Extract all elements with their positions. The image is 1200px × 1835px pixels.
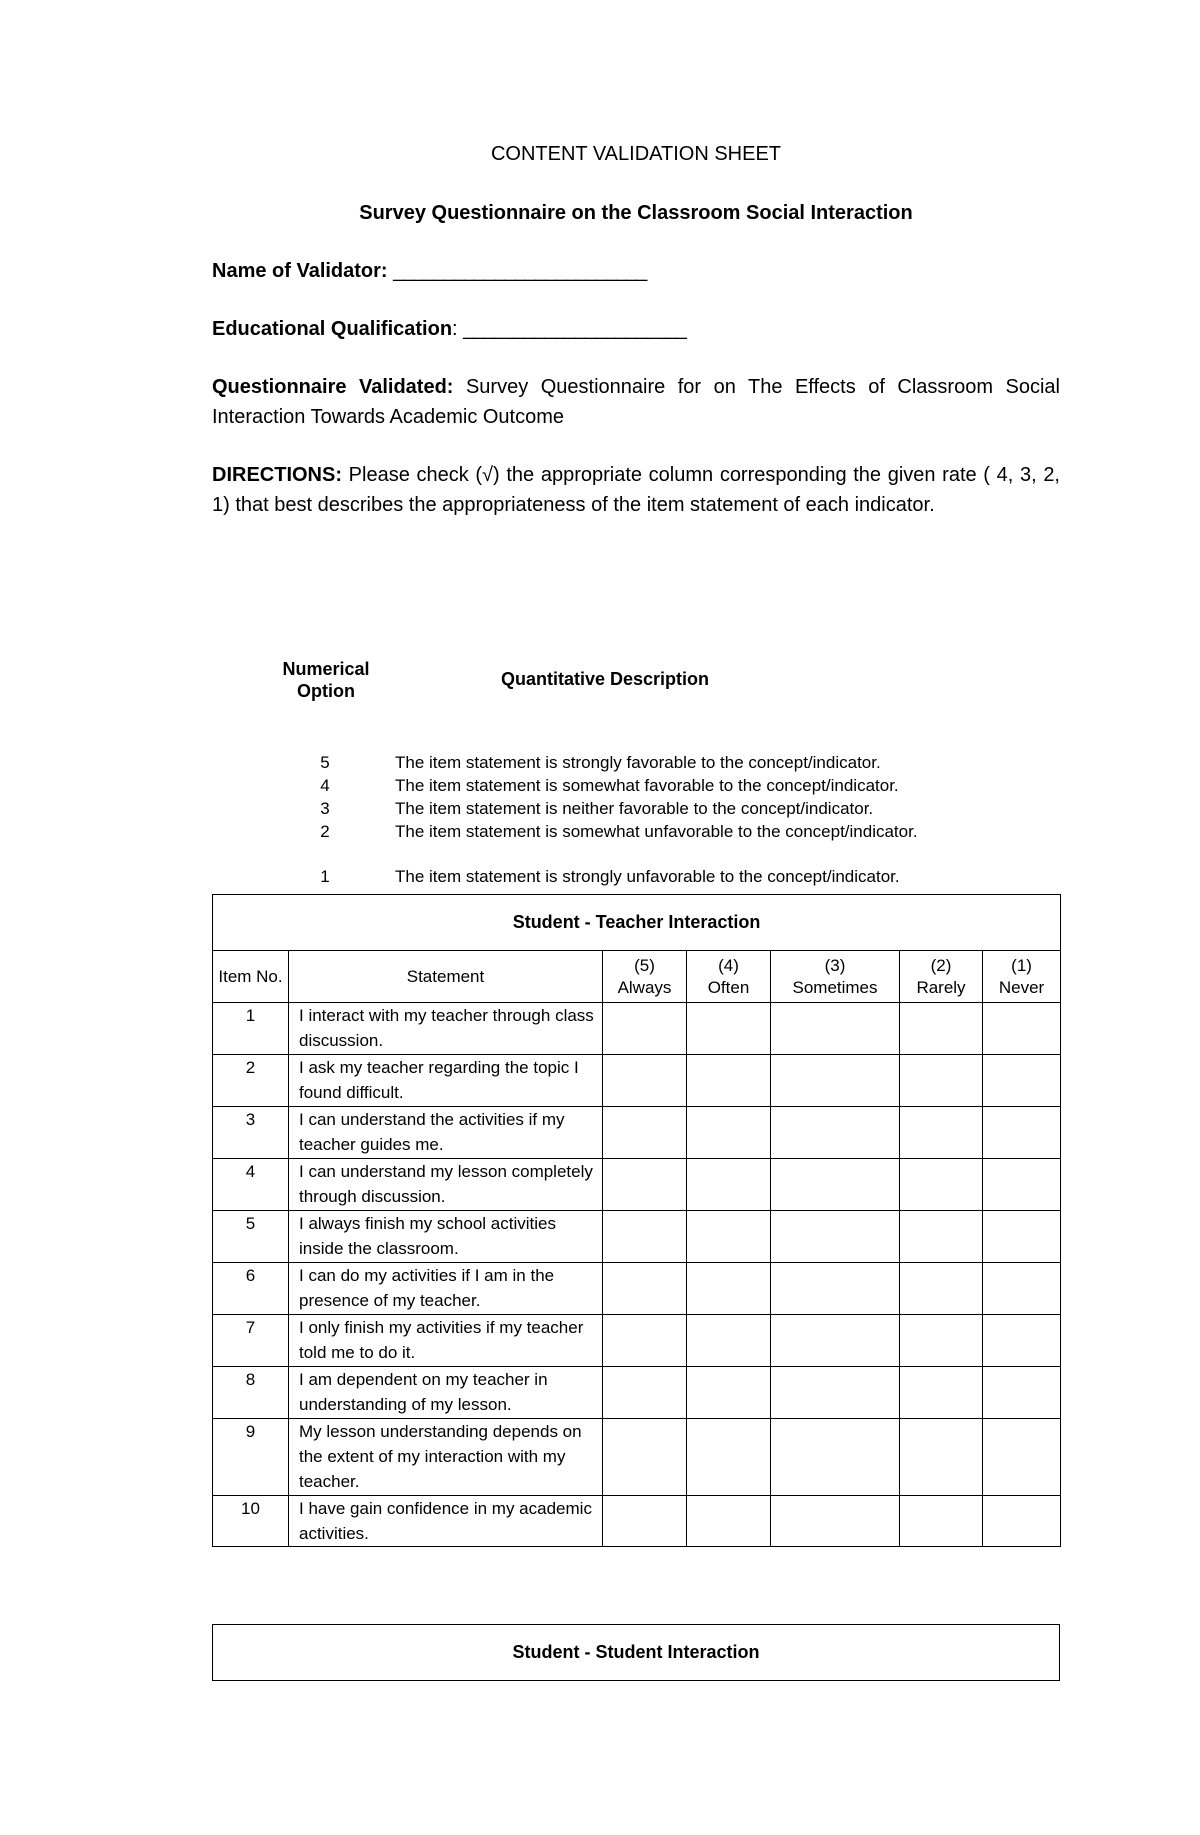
table-row	[213, 1496, 1061, 1547]
item-statement: I am dependent on my teacher in understanding of my lesson.	[289, 1367, 603, 1419]
rating-cell-never[interactable]	[983, 1211, 1061, 1263]
rating-cell-always[interactable]	[603, 1055, 687, 1107]
rating-cell-rarely[interactable]	[900, 1367, 983, 1419]
item-statement: I can understand my lesson completely through discussion.	[289, 1159, 603, 1211]
table-row	[213, 1263, 1061, 1315]
quantitative-description-header: Quantitative Description	[500, 669, 710, 689]
item-number: 9	[213, 1419, 289, 1496]
rating-cell-sometimes[interactable]	[771, 1496, 900, 1547]
scale-value: 1	[320, 867, 330, 886]
rating-cell-rarely[interactable]	[900, 1315, 983, 1367]
rating-cell-sometimes[interactable]	[771, 1055, 900, 1107]
item-statement: I can understand the activities if my teacher guides me.	[289, 1107, 603, 1159]
rarely-header	[900, 951, 983, 1003]
scale-value: 5	[320, 753, 330, 772]
item-statement: My lesson understanding depends on the extent of my interaction with my teacher.	[289, 1419, 603, 1496]
rating-cell-sometimes[interactable]	[771, 1263, 900, 1315]
scale-description: The item statement is somewhat unfavorable to the concept/indicator.	[395, 822, 918, 841]
rating-cell-rarely[interactable]	[900, 1419, 983, 1496]
item-number: 7	[213, 1315, 289, 1367]
rating-label: Sometimes	[792, 977, 878, 997]
rating-cell-never[interactable]	[983, 1159, 1061, 1211]
rating-cell-often[interactable]	[687, 1107, 771, 1159]
directions-text: Please check (√) the appropriate column corresponding the given rate ( 4, 3, 2, 1) that best describes the appropriateness of the item statement of each indicator.	[212, 464, 1060, 516]
rating-cell-always[interactable]	[603, 1107, 687, 1159]
rating-cell-often[interactable]	[687, 1159, 771, 1211]
student-teacher-table	[212, 894, 1061, 1547]
student-student-table	[212, 1624, 1060, 1681]
rating-cell-often[interactable]	[687, 1263, 771, 1315]
questionnaire-paragraph	[212, 372, 1060, 432]
table-row	[213, 1367, 1061, 1419]
validator-blank: _________________________	[393, 260, 647, 282]
rating-cell-rarely[interactable]	[900, 1159, 983, 1211]
scale-value: 2	[320, 822, 330, 841]
rating-cell-never[interactable]	[983, 1496, 1061, 1547]
table-row	[213, 1055, 1061, 1107]
directions-paragraph	[212, 460, 1060, 520]
questionnaire-label: Questionnaire Validated:	[212, 376, 454, 398]
often-header	[687, 951, 771, 1003]
rating-cell-sometimes[interactable]	[771, 1211, 900, 1263]
item-number: 5	[213, 1211, 289, 1263]
rating-cell-always[interactable]	[603, 1211, 687, 1263]
rating-cell-always[interactable]	[603, 1367, 687, 1419]
qualification-label: Educational Qualification	[212, 318, 453, 340]
rating-cell-always[interactable]	[603, 1419, 687, 1496]
item-number: 3	[213, 1107, 289, 1159]
rating-cell-often[interactable]	[687, 1367, 771, 1419]
rating-label: Always	[617, 977, 672, 997]
item-statement: I only finish my activities if my teacher told me to do it.	[289, 1315, 603, 1367]
rating-label: Never	[998, 977, 1045, 997]
rating-cell-often[interactable]	[687, 1003, 771, 1055]
rating-cell-never[interactable]	[983, 1003, 1061, 1055]
rating-cell-always[interactable]	[603, 1496, 687, 1547]
rating-number: (5)	[634, 955, 655, 975]
never-header	[983, 951, 1061, 1003]
rating-number: (2)	[930, 955, 952, 975]
table-row	[213, 1419, 1061, 1496]
table-row	[213, 1003, 1061, 1055]
item-statement: I always finish my school activities inside the classroom.	[289, 1211, 603, 1263]
rating-cell-never[interactable]	[983, 1107, 1061, 1159]
qualification-blank: ______________________	[463, 318, 686, 340]
item-number: 4	[213, 1159, 289, 1211]
always-header	[603, 951, 687, 1003]
item-number: 6	[213, 1263, 289, 1315]
item-statement: I ask my teacher regarding the topic I found difficult.	[289, 1055, 603, 1107]
rating-cell-always[interactable]	[603, 1003, 687, 1055]
scale-description: The item statement is somewhat favorable to the concept/indicator.	[395, 776, 899, 795]
rating-number: (1)	[1011, 955, 1032, 975]
rating-cell-never[interactable]	[983, 1315, 1061, 1367]
qualification-line	[212, 314, 1060, 344]
table-row	[213, 1107, 1061, 1159]
rating-cell-often[interactable]	[687, 1211, 771, 1263]
rating-cell-rarely[interactable]	[900, 1107, 983, 1159]
rating-cell-sometimes[interactable]	[771, 1419, 900, 1496]
rating-number: (4)	[718, 955, 739, 975]
questionnaire-text: Survey Questionnaire for on The Effects of Classroom Social Interaction Towards Academic Outcome	[212, 376, 1060, 428]
rating-cell-rarely[interactable]	[900, 1055, 983, 1107]
scale-value: 3	[320, 799, 330, 818]
item-no-header: Item No.	[213, 951, 289, 1003]
rating-cell-never[interactable]	[983, 1263, 1061, 1315]
rating-cell-rarely[interactable]	[900, 1003, 983, 1055]
rating-label: Often	[707, 977, 750, 997]
rating-cell-never[interactable]	[983, 1367, 1061, 1419]
rating-cell-rarely[interactable]	[900, 1496, 983, 1547]
validator-line	[212, 256, 1060, 286]
rating-label: Rarely	[916, 977, 966, 997]
rating-cell-always[interactable]	[603, 1315, 687, 1367]
rating-cell-always[interactable]	[603, 1263, 687, 1315]
rating-cell-often[interactable]	[687, 1496, 771, 1547]
rating-cell-often[interactable]	[687, 1055, 771, 1107]
sometimes-header	[771, 951, 900, 1003]
student-teacher-caption: Student - Teacher Interaction	[213, 895, 1061, 951]
item-statement: I can do my activities if I am in the presence of my teacher.	[289, 1263, 603, 1315]
item-statement: I interact with my teacher through class discussion.	[289, 1003, 603, 1055]
item-statement: I have gain confidence in my academic activities.	[289, 1496, 603, 1547]
scale-description: The item statement is strongly favorable to the concept/indicator.	[395, 753, 881, 772]
rating-cell-always[interactable]	[603, 1159, 687, 1211]
item-number: 8	[213, 1367, 289, 1419]
rating-cell-often[interactable]	[687, 1315, 771, 1367]
scale-description: The item statement is strongly unfavorable to the concept/indicator.	[395, 867, 900, 886]
validator-label: Name of Validator:	[212, 260, 388, 282]
document-subtitle: Survey Questionnaire on the Classroom Social Interaction	[359, 202, 913, 224]
rating-cell-sometimes[interactable]	[771, 1107, 900, 1159]
table-row	[213, 1315, 1061, 1367]
rating-number: (3)	[824, 955, 846, 975]
rating-cell-rarely[interactable]	[900, 1211, 983, 1263]
table-row	[213, 1211, 1061, 1263]
rating-cell-often[interactable]	[687, 1419, 771, 1496]
rating-cell-sometimes[interactable]	[771, 1367, 900, 1419]
rating-cell-sometimes[interactable]	[771, 1003, 900, 1055]
item-number: 10	[213, 1496, 289, 1547]
rating-cell-never[interactable]	[983, 1055, 1061, 1107]
statement-header: Statement	[289, 951, 603, 1003]
item-number: 2	[213, 1055, 289, 1107]
rating-cell-rarely[interactable]	[900, 1263, 983, 1315]
numeric-option-header: Numerical Option	[282, 659, 370, 701]
scale-description: The item statement is neither favorable to the concept/indicator.	[395, 799, 874, 818]
qualification-colon: :	[452, 318, 458, 340]
rating-cell-sometimes[interactable]	[771, 1159, 900, 1211]
scale-value: 4	[320, 776, 330, 795]
rating-cell-never[interactable]	[983, 1419, 1061, 1496]
table-row	[213, 1159, 1061, 1211]
item-number: 1	[213, 1003, 289, 1055]
student-student-caption: Student - Student Interaction	[213, 1625, 1060, 1681]
rating-cell-sometimes[interactable]	[771, 1315, 900, 1367]
document-title: CONTENT VALIDATION SHEET	[490, 143, 782, 165]
directions-label: DIRECTIONS:	[212, 464, 342, 486]
